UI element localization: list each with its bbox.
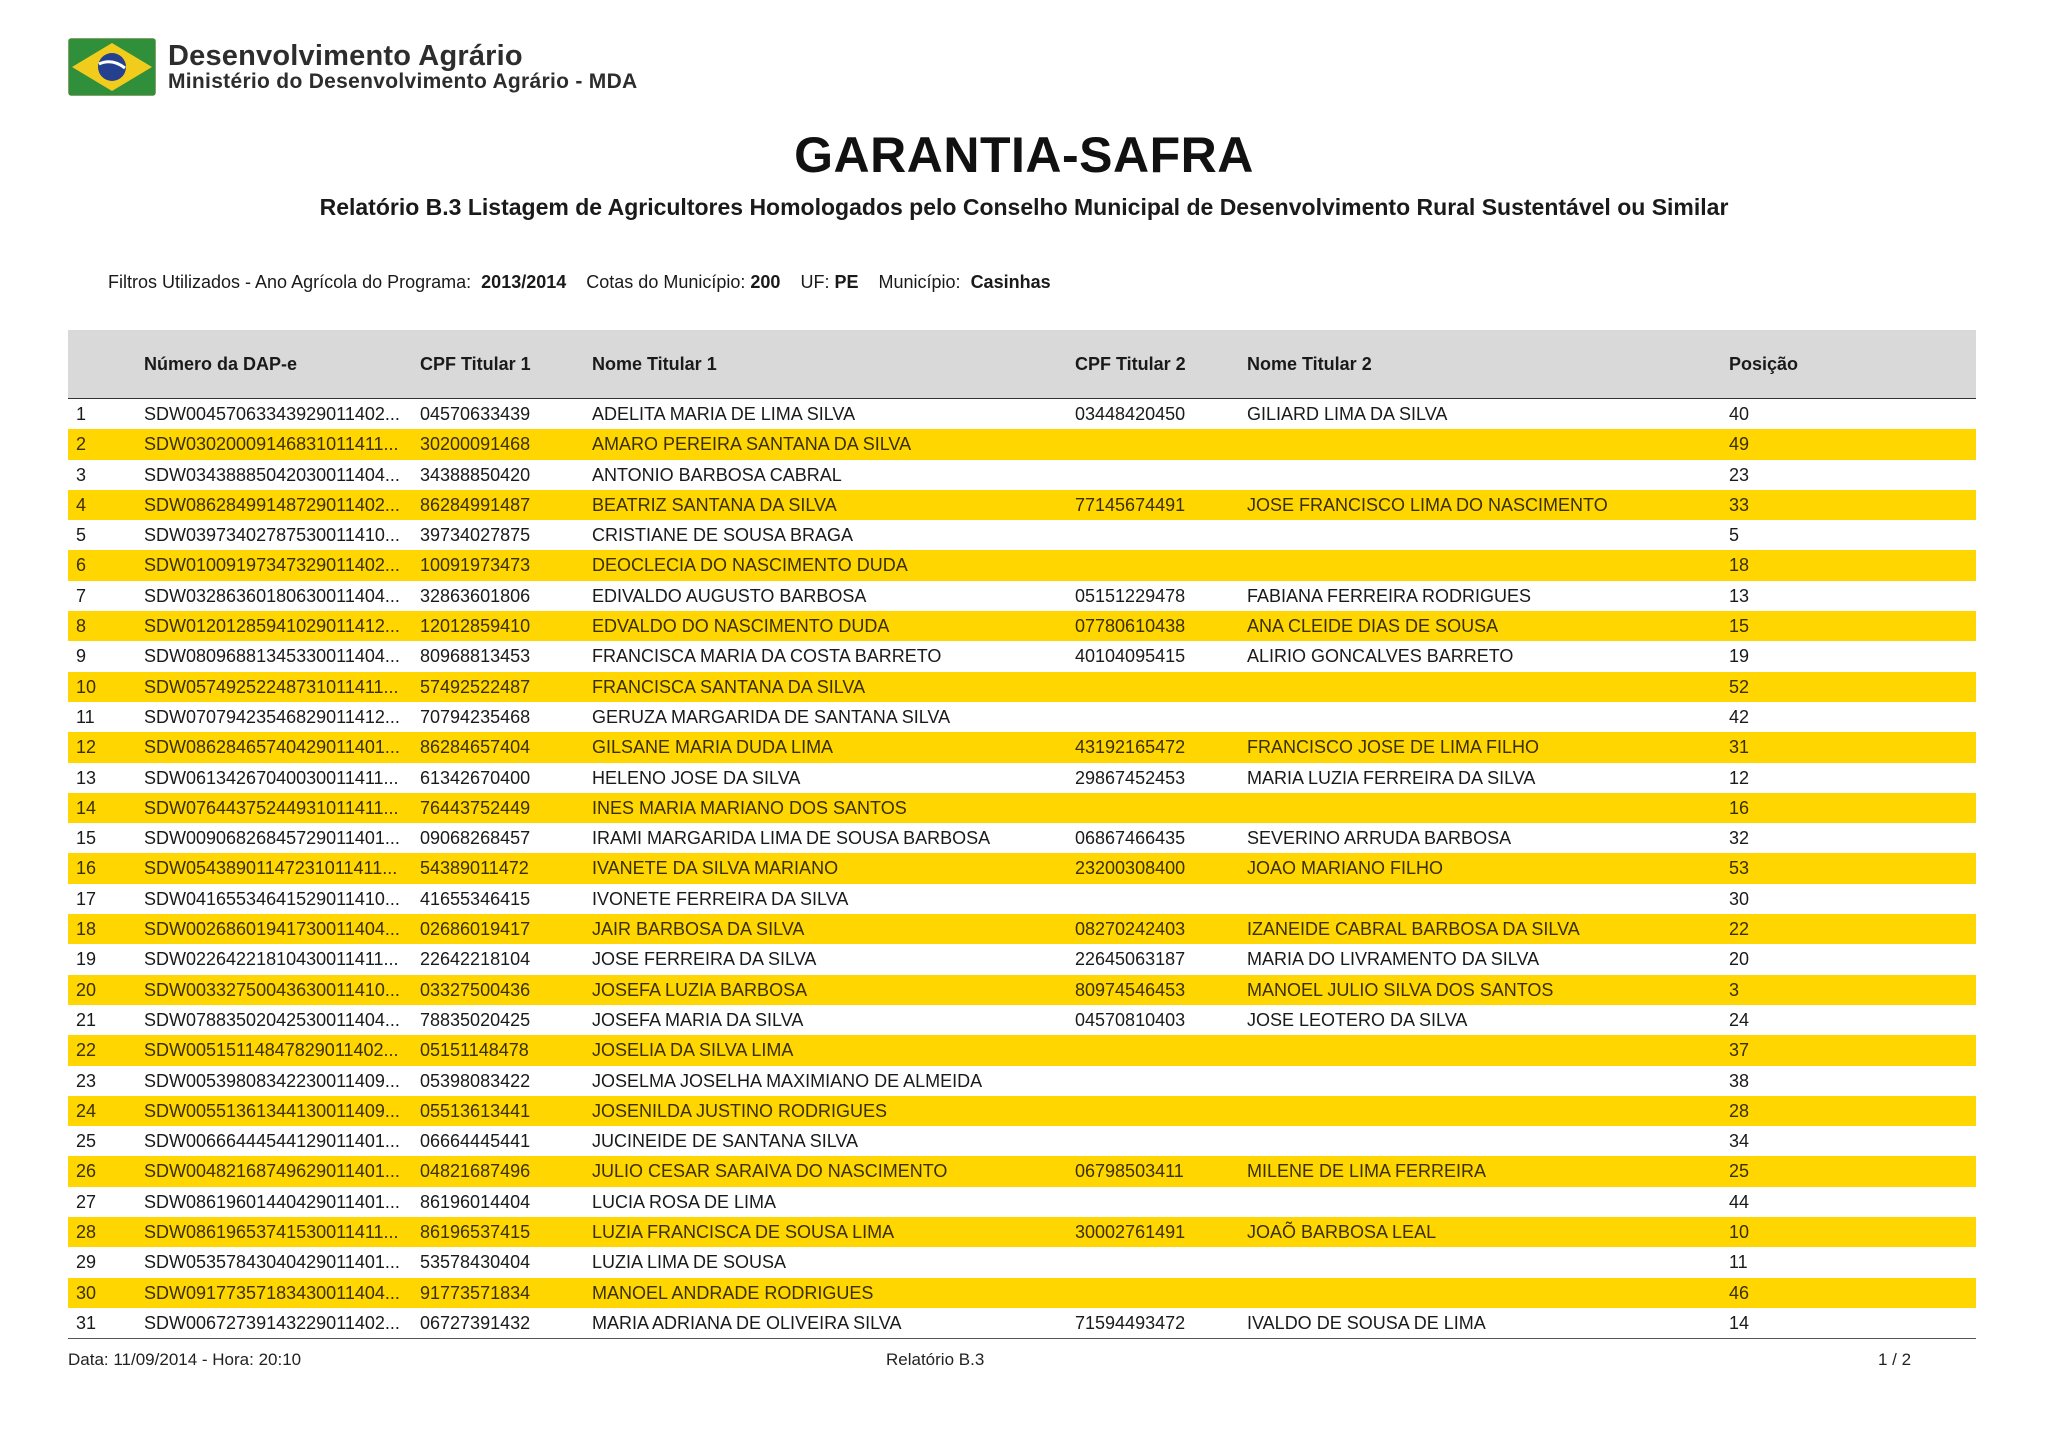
posicao-cell: 53 (1729, 858, 1750, 879)
dap-number-cell: SDW03286360180630011404... (144, 585, 400, 606)
cpf-titular-2-cell: 03448420450 (1075, 404, 1186, 424)
nome-titular-2-cell: FABIANA FERREIRA RODRIGUES (1247, 585, 1532, 606)
posicao-cell: 38 (1729, 1070, 1750, 1091)
cpf-titular-2-cell: 05151229478 (1075, 585, 1186, 606)
cpf-titular-1-cell: 53578430404 (420, 1252, 531, 1273)
cpf-titular-2-cell: 04570810403 (1075, 1009, 1186, 1030)
dap-number-cell: SDW00515114847829011402... (144, 1040, 399, 1061)
nome-titular-1-cell: LUZIA FRANCISCA DE SOUSA LIMA (592, 1222, 895, 1243)
filter-municipio-value: Casinhas (970, 272, 1051, 292)
nome-titular-2-cell: SEVERINO ARRUDA BARBOSA (1247, 828, 1512, 849)
nome-titular-1-cell: JOSENILDA JUSTINO RODRIGUES (592, 1100, 888, 1121)
col-cpf-titular-1-header: CPF Titular 1 (420, 354, 531, 374)
nome-titular-1-cell: HELENO JOSE DA SILVA (592, 767, 801, 788)
nome-titular-1-cell: JOSELMA JOSELHA MAXIMIANO DE ALMEIDA (592, 1070, 983, 1091)
cpf-titular-2-cell: 80974546453 (1075, 979, 1186, 1000)
cpf-titular-1-cell: 57492522487 (420, 676, 531, 697)
row-index-cell: 6 (76, 555, 87, 576)
cpf-titular-1-cell: 76443752449 (420, 797, 531, 818)
table-row (68, 853, 1976, 883)
dap-number-cell: SDW04165534641529011410... (144, 888, 400, 909)
row-index-cell: 17 (76, 888, 97, 909)
posicao-cell: 49 (1729, 434, 1750, 455)
nome-titular-1-cell: BEATRIZ SANTANA DA SILVA (592, 494, 837, 515)
nome-titular-1-cell: DEOCLECIA DO NASCIMENTO DUDA (592, 555, 908, 576)
table-row (68, 641, 1976, 671)
col-nome-titular-2-header: Nome Titular 2 (1247, 354, 1372, 374)
dap-number-cell: SDW07644375244931011411... (144, 797, 399, 818)
row-index-cell: 25 (76, 1131, 97, 1152)
posicao-cell: 30 (1729, 888, 1750, 909)
posicao-cell: 15 (1729, 616, 1750, 637)
table-row (68, 581, 1976, 611)
nome-titular-2-cell: IZANEIDE CABRAL BARBOSA DA SILVA (1247, 919, 1580, 940)
nome-titular-1-cell: JAIR BARBOSA DA SILVA (592, 919, 805, 940)
nome-titular-1-cell: GILSANE MARIA DUDA LIMA (592, 737, 834, 758)
cpf-titular-2-cell: 40104095415 (1075, 646, 1186, 667)
dap-number-cell: SDW00672739143229011402... (144, 1312, 400, 1333)
row-index-cell: 10 (76, 676, 97, 697)
col-posicao-header: Posição (1729, 354, 1799, 374)
posicao-cell: 42 (1729, 706, 1750, 727)
posicao-cell: 13 (1729, 585, 1750, 606)
dap-number-cell: SDW00551361344130011409... (144, 1100, 400, 1121)
row-index-cell: 18 (76, 919, 97, 940)
posicao-cell: 12 (1729, 767, 1750, 788)
cpf-titular-2-cell: 06867466435 (1075, 828, 1186, 849)
cpf-titular-1-cell: 30200091468 (420, 434, 531, 455)
cpf-titular-2-cell: 77145674491 (1075, 494, 1186, 515)
cpf-titular-1-cell: 04570633439 (420, 404, 531, 424)
posicao-cell: 37 (1729, 1040, 1750, 1061)
posicao-cell: 25 (1729, 1161, 1750, 1182)
posicao-cell: 22 (1729, 919, 1750, 940)
table-row (68, 1187, 1976, 1217)
cpf-titular-2-cell: 30002761491 (1075, 1222, 1186, 1243)
nome-titular-1-cell: ANTONIO BARBOSA CABRAL (592, 464, 842, 485)
table-row (68, 1156, 1976, 1186)
cpf-titular-1-cell: 80968813453 (420, 646, 531, 667)
table-row (68, 975, 1976, 1005)
filter-ano-value: 2013/2014 (481, 272, 567, 292)
row-index-cell: 3 (76, 464, 87, 485)
table-bottom-rule (68, 1338, 1976, 1339)
table-row (68, 702, 1976, 732)
cpf-titular-1-cell: 34388850420 (420, 464, 531, 485)
nome-titular-1-cell: FRANCISCA SANTANA DA SILVA (592, 676, 866, 697)
cpf-titular-1-cell: 54389011472 (420, 858, 529, 879)
dap-number-cell: SDW03973402787530011410... (144, 525, 400, 546)
report-subtitle: Relatório B.3 Listagem de Agricultores Homologados pelo Conselho Municipal de Desenvolvimento Rural Sustentável ou Similar (319, 194, 1729, 220)
cpf-titular-2-cell: 23200308400 (1075, 858, 1186, 879)
filters-line (108, 272, 1051, 293)
nome-titular-1-cell: JOSE FERREIRA DA SILVA (592, 949, 817, 970)
row-index-cell: 19 (76, 949, 97, 970)
cpf-titular-2-cell: 08270242403 (1075, 919, 1186, 940)
cpf-titular-1-cell: 22642218104 (420, 949, 531, 970)
row-index-cell: 12 (76, 737, 97, 758)
cpf-titular-1-cell: 70794235468 (420, 706, 531, 727)
row-index-cell: 11 (76, 706, 95, 727)
row-index-cell: 20 (76, 979, 97, 1000)
cpf-titular-1-cell: 03327500436 (420, 979, 531, 1000)
filter-municipio-label: Município: (878, 272, 961, 292)
row-index-cell: 15 (76, 828, 97, 849)
table-row (68, 1066, 1976, 1096)
nome-titular-1-cell: IVANETE DA SILVA MARIANO (592, 858, 839, 879)
nome-titular-1-cell: EDVALDO DO NASCIMENTO DUDA (592, 616, 890, 637)
posicao-cell: 10 (1729, 1222, 1750, 1243)
table-row (68, 611, 1976, 641)
nome-titular-1-cell: INES MARIA MARIANO DOS SANTOS (592, 797, 907, 818)
dap-number-cell: SDW00666444544129011401... (144, 1131, 400, 1152)
dap-number-cell: SDW00332750043630011410... (144, 979, 400, 1000)
cpf-titular-1-cell: 32863601806 (420, 585, 531, 606)
col-dap-number-header: Número da DAP-e (144, 354, 298, 374)
table-row (68, 550, 1976, 580)
table-row (68, 1278, 1976, 1308)
posicao-cell: 44 (1729, 1191, 1750, 1212)
nome-titular-2-cell: IVALDO DE SOUSA DE LIMA (1247, 1312, 1486, 1333)
posicao-cell: 19 (1729, 646, 1750, 667)
dap-number-cell: SDW00906826845729011401... (144, 828, 400, 849)
cpf-titular-2-cell: 29867452453 (1075, 767, 1186, 788)
table-body (68, 399, 1976, 1338)
table-row (68, 1096, 1976, 1126)
nome-titular-1-cell: JOSELIA DA SILVA LIMA (592, 1040, 794, 1061)
nome-titular-2-cell: MILENE DE LIMA FERREIRA (1247, 1161, 1487, 1182)
col-cpf-titular-2-header: CPF Titular 2 (1075, 354, 1186, 374)
mda-logo (68, 38, 638, 96)
dap-number-cell: SDW02264221810430011411... (144, 949, 399, 970)
row-index-cell: 4 (76, 494, 87, 515)
row-index-cell: 24 (76, 1100, 97, 1121)
row-index-cell: 26 (76, 1161, 97, 1182)
nome-titular-1-cell: IVONETE FERREIRA DA SILVA (592, 888, 849, 909)
row-index-cell: 29 (76, 1252, 97, 1273)
cpf-titular-1-cell: 04821687496 (420, 1161, 531, 1182)
nome-titular-1-cell: JUCINEIDE DE SANTANA SILVA (592, 1131, 859, 1152)
dap-number-cell: SDW07883502042530011404... (144, 1009, 400, 1030)
table-row (68, 763, 1976, 793)
row-index-cell: 30 (76, 1282, 97, 1303)
col-nome-titular-1-header: Nome Titular 1 (592, 354, 717, 374)
filter-cotas-label: Cotas do Município: (586, 272, 746, 292)
nome-titular-1-cell: MARIA ADRIANA DE OLIVEIRA SILVA (592, 1312, 902, 1333)
table-row (68, 1005, 1976, 1035)
filter-cotas-value: 200 (750, 272, 781, 292)
nome-titular-1-cell: AMARO PEREIRA SANTANA DA SILVA (592, 434, 912, 455)
dap-number-cell: SDW06134267040030011411... (144, 767, 399, 788)
report-title: GARANTIA-SAFRA (794, 127, 1254, 183)
cpf-titular-1-cell: 39734027875 (420, 525, 531, 546)
row-index-cell: 9 (76, 646, 87, 667)
table-row (68, 1308, 1976, 1338)
cpf-titular-1-cell: 09068268457 (420, 828, 531, 849)
cpf-titular-1-cell: 41655346415 (420, 888, 531, 909)
posicao-cell: 31 (1729, 737, 1750, 758)
table-row (68, 1217, 1976, 1247)
nome-titular-1-cell: MANOEL ANDRADE RODRIGUES (592, 1282, 874, 1303)
cpf-titular-1-cell: 86284991487 (420, 494, 531, 515)
nome-titular-1-cell: LUZIA LIMA DE SOUSA (592, 1252, 787, 1273)
posicao-cell: 32 (1729, 828, 1750, 849)
table-row (68, 672, 1976, 702)
posicao-cell: 3 (1729, 979, 1740, 1000)
nome-titular-2-cell: JOSE FRANCISCO LIMA DO NASCIMENTO (1247, 494, 1608, 515)
footer-datetime: Data: 11/09/2014 - Hora: 20:10 (68, 1350, 302, 1369)
posicao-cell: 28 (1729, 1100, 1750, 1121)
posicao-cell: 23 (1729, 464, 1750, 485)
row-index-cell: 7 (76, 585, 87, 606)
nome-titular-1-cell: JULIO CESAR SARAIVA DO NASCIMENTO (592, 1161, 948, 1182)
nome-titular-2-cell: ALIRIO GONCALVES BARRETO (1247, 646, 1514, 667)
cpf-titular-1-cell: 05398083422 (420, 1070, 531, 1091)
cpf-titular-2-cell: 71594493472 (1075, 1312, 1186, 1333)
farmers-table (68, 330, 1976, 1339)
row-index-cell: 23 (76, 1070, 97, 1091)
posicao-cell: 24 (1729, 1009, 1750, 1030)
row-index-cell: 16 (76, 858, 97, 879)
table-header (68, 330, 1976, 399)
table-row (68, 793, 1976, 823)
cpf-titular-2-cell: 43192165472 (1075, 737, 1186, 758)
nome-titular-1-cell: EDIVALDO AUGUSTO BARBOSA (592, 585, 867, 606)
table-row (68, 884, 1976, 914)
cpf-titular-2-cell: 22645063187 (1075, 949, 1186, 970)
nome-titular-2-cell: ANA CLEIDE DIAS DE SOUSA (1247, 616, 1499, 637)
posicao-cell: 46 (1729, 1282, 1750, 1303)
cpf-titular-1-cell: 10091973473 (420, 555, 531, 576)
dap-number-cell: SDW05438901147231011411... (144, 858, 398, 879)
posicao-cell: 52 (1729, 676, 1750, 697)
posicao-cell: 18 (1729, 555, 1750, 576)
posicao-cell: 40 (1729, 404, 1750, 424)
nome-titular-2-cell: MARIA LUZIA FERREIRA DA SILVA (1247, 767, 1536, 788)
nome-titular-1-cell: ADELITA MARIA DE LIMA SILVA (592, 404, 856, 424)
nome-titular-2-cell: MANOEL JULIO SILVA DOS SANTOS (1247, 979, 1554, 1000)
cpf-titular-1-cell: 05513613441 (420, 1100, 531, 1121)
row-index-cell: 2 (76, 434, 87, 455)
posicao-cell: 11 (1729, 1252, 1748, 1273)
table-row (68, 1247, 1976, 1277)
nome-titular-2-cell: MARIA DO LIVRAMENTO DA SILVA (1247, 949, 1540, 970)
dap-number-cell: SDW01201285941029011412... (144, 616, 400, 637)
posicao-cell: 14 (1729, 1312, 1750, 1333)
dap-number-cell: SDW08619601440429011401... (144, 1191, 400, 1212)
filter-uf-value: PE (834, 272, 859, 292)
dap-number-cell: SDW08619653741530011411... (144, 1222, 399, 1243)
logo-subtitle: Ministério do Desenvolvimento Agrário - MDA (168, 70, 638, 93)
row-index-cell: 13 (76, 767, 97, 788)
nome-titular-2-cell: JOAO MARIANO FILHO (1247, 858, 1444, 879)
cpf-titular-1-cell: 86196537415 (420, 1222, 531, 1243)
row-index-cell: 28 (76, 1222, 97, 1243)
nome-titular-1-cell: CRISTIANE DE SOUSA BRAGA (592, 525, 854, 546)
row-index-cell: 1 (76, 404, 87, 424)
table-row (68, 490, 1976, 520)
posicao-cell: 16 (1729, 797, 1750, 818)
row-index-cell: 5 (76, 525, 87, 546)
nome-titular-2-cell: GILIARD LIMA DA SILVA (1247, 404, 1448, 424)
cpf-titular-1-cell: 91773571834 (420, 1282, 531, 1303)
row-index-cell: 8 (76, 616, 87, 637)
filter-uf-label: UF: (800, 272, 830, 292)
nome-titular-2-cell: JOSE LEOTERO DA SILVA (1247, 1009, 1468, 1030)
dap-number-cell: SDW03438885042030011404... (144, 464, 400, 485)
row-index-cell: 27 (76, 1191, 97, 1212)
cpf-titular-1-cell: 12012859410 (420, 616, 531, 637)
nome-titular-1-cell: JOSEFA LUZIA BARBOSA (592, 979, 808, 1000)
nome-titular-1-cell: JOSEFA MARIA DA SILVA (592, 1009, 804, 1030)
logo-title: Desenvolvimento Agrário (168, 40, 523, 72)
table-row (68, 460, 1976, 490)
nome-titular-1-cell: GERUZA MARGARIDA DE SANTANA SILVA (592, 706, 951, 727)
footer-page-number: 1 / 2 (1878, 1350, 1912, 1369)
row-index-cell: 31 (76, 1312, 97, 1333)
dap-number-cell: SDW08628499148729011402... (144, 494, 400, 515)
table-row (68, 520, 1976, 550)
table-row (68, 944, 1976, 974)
cpf-titular-1-cell: 61342670400 (420, 767, 531, 788)
table-row (68, 823, 1976, 853)
dap-number-cell: SDW07079423546829011412... (144, 706, 400, 727)
cpf-titular-2-cell: 06798503411 (1075, 1161, 1184, 1182)
nome-titular-1-cell: FRANCISCA MARIA DA COSTA BARRETO (592, 646, 942, 667)
posicao-cell: 34 (1729, 1131, 1750, 1152)
table-row (68, 1035, 1976, 1065)
table-row (68, 1126, 1976, 1156)
table-row (68, 732, 1976, 762)
dap-number-cell: SDW08096881345330011404... (144, 646, 400, 667)
dap-number-cell: SDW00482168749629011401... (144, 1161, 400, 1182)
dap-number-cell: SDW08628465740429011401... (144, 737, 400, 758)
cpf-titular-1-cell: 06664445441 (420, 1131, 531, 1152)
nome-titular-1-cell: LUCIA ROSA DE LIMA (592, 1191, 777, 1212)
cpf-titular-1-cell: 05151148478 (420, 1040, 529, 1061)
dap-number-cell: SDW09177357183430011404... (144, 1282, 400, 1303)
cpf-titular-1-cell: 86196014404 (420, 1191, 531, 1212)
nome-titular-2-cell: JOAÕ BARBOSA LEAL (1247, 1222, 1437, 1243)
cpf-titular-1-cell: 78835020425 (420, 1009, 531, 1030)
table-row (68, 429, 1976, 459)
dap-number-cell: SDW00539808342230011409... (144, 1070, 400, 1091)
table-row (68, 399, 1976, 429)
row-index-cell: 22 (76, 1040, 97, 1061)
dap-number-cell: SDW00457063343929011402... (144, 404, 400, 424)
brazil-flag-icon (68, 38, 156, 96)
filters-label: Filtros Utilizados - Ano Agrícola do Programa: (108, 272, 472, 292)
table-row (68, 914, 1976, 944)
cpf-titular-1-cell: 06727391432 (420, 1312, 531, 1333)
posicao-cell: 33 (1729, 494, 1750, 515)
posicao-cell: 20 (1729, 949, 1750, 970)
dap-number-cell: SDW00268601941730011404... (144, 919, 400, 940)
dap-number-cell: SDW05357843040429011401... (144, 1252, 400, 1273)
dap-number-cell: SDW05749252248731011411... (144, 676, 399, 697)
cpf-titular-1-cell: 02686019417 (420, 919, 531, 940)
dap-number-cell: SDW01009197347329011402... (144, 555, 400, 576)
row-index-cell: 14 (76, 797, 97, 818)
dap-number-cell: SDW03020009146831011411... (144, 434, 399, 455)
footer-report-name: Relatório B.3 (886, 1350, 985, 1369)
posicao-cell: 5 (1729, 525, 1740, 546)
cpf-titular-1-cell: 86284657404 (420, 737, 531, 758)
cpf-titular-2-cell: 07780610438 (1075, 616, 1186, 637)
nome-titular-1-cell: IRAMI MARGARIDA LIMA DE SOUSA BARBOSA (592, 828, 991, 849)
row-index-cell: 21 (76, 1009, 97, 1030)
nome-titular-2-cell: FRANCISCO JOSE DE LIMA FILHO (1247, 737, 1540, 758)
